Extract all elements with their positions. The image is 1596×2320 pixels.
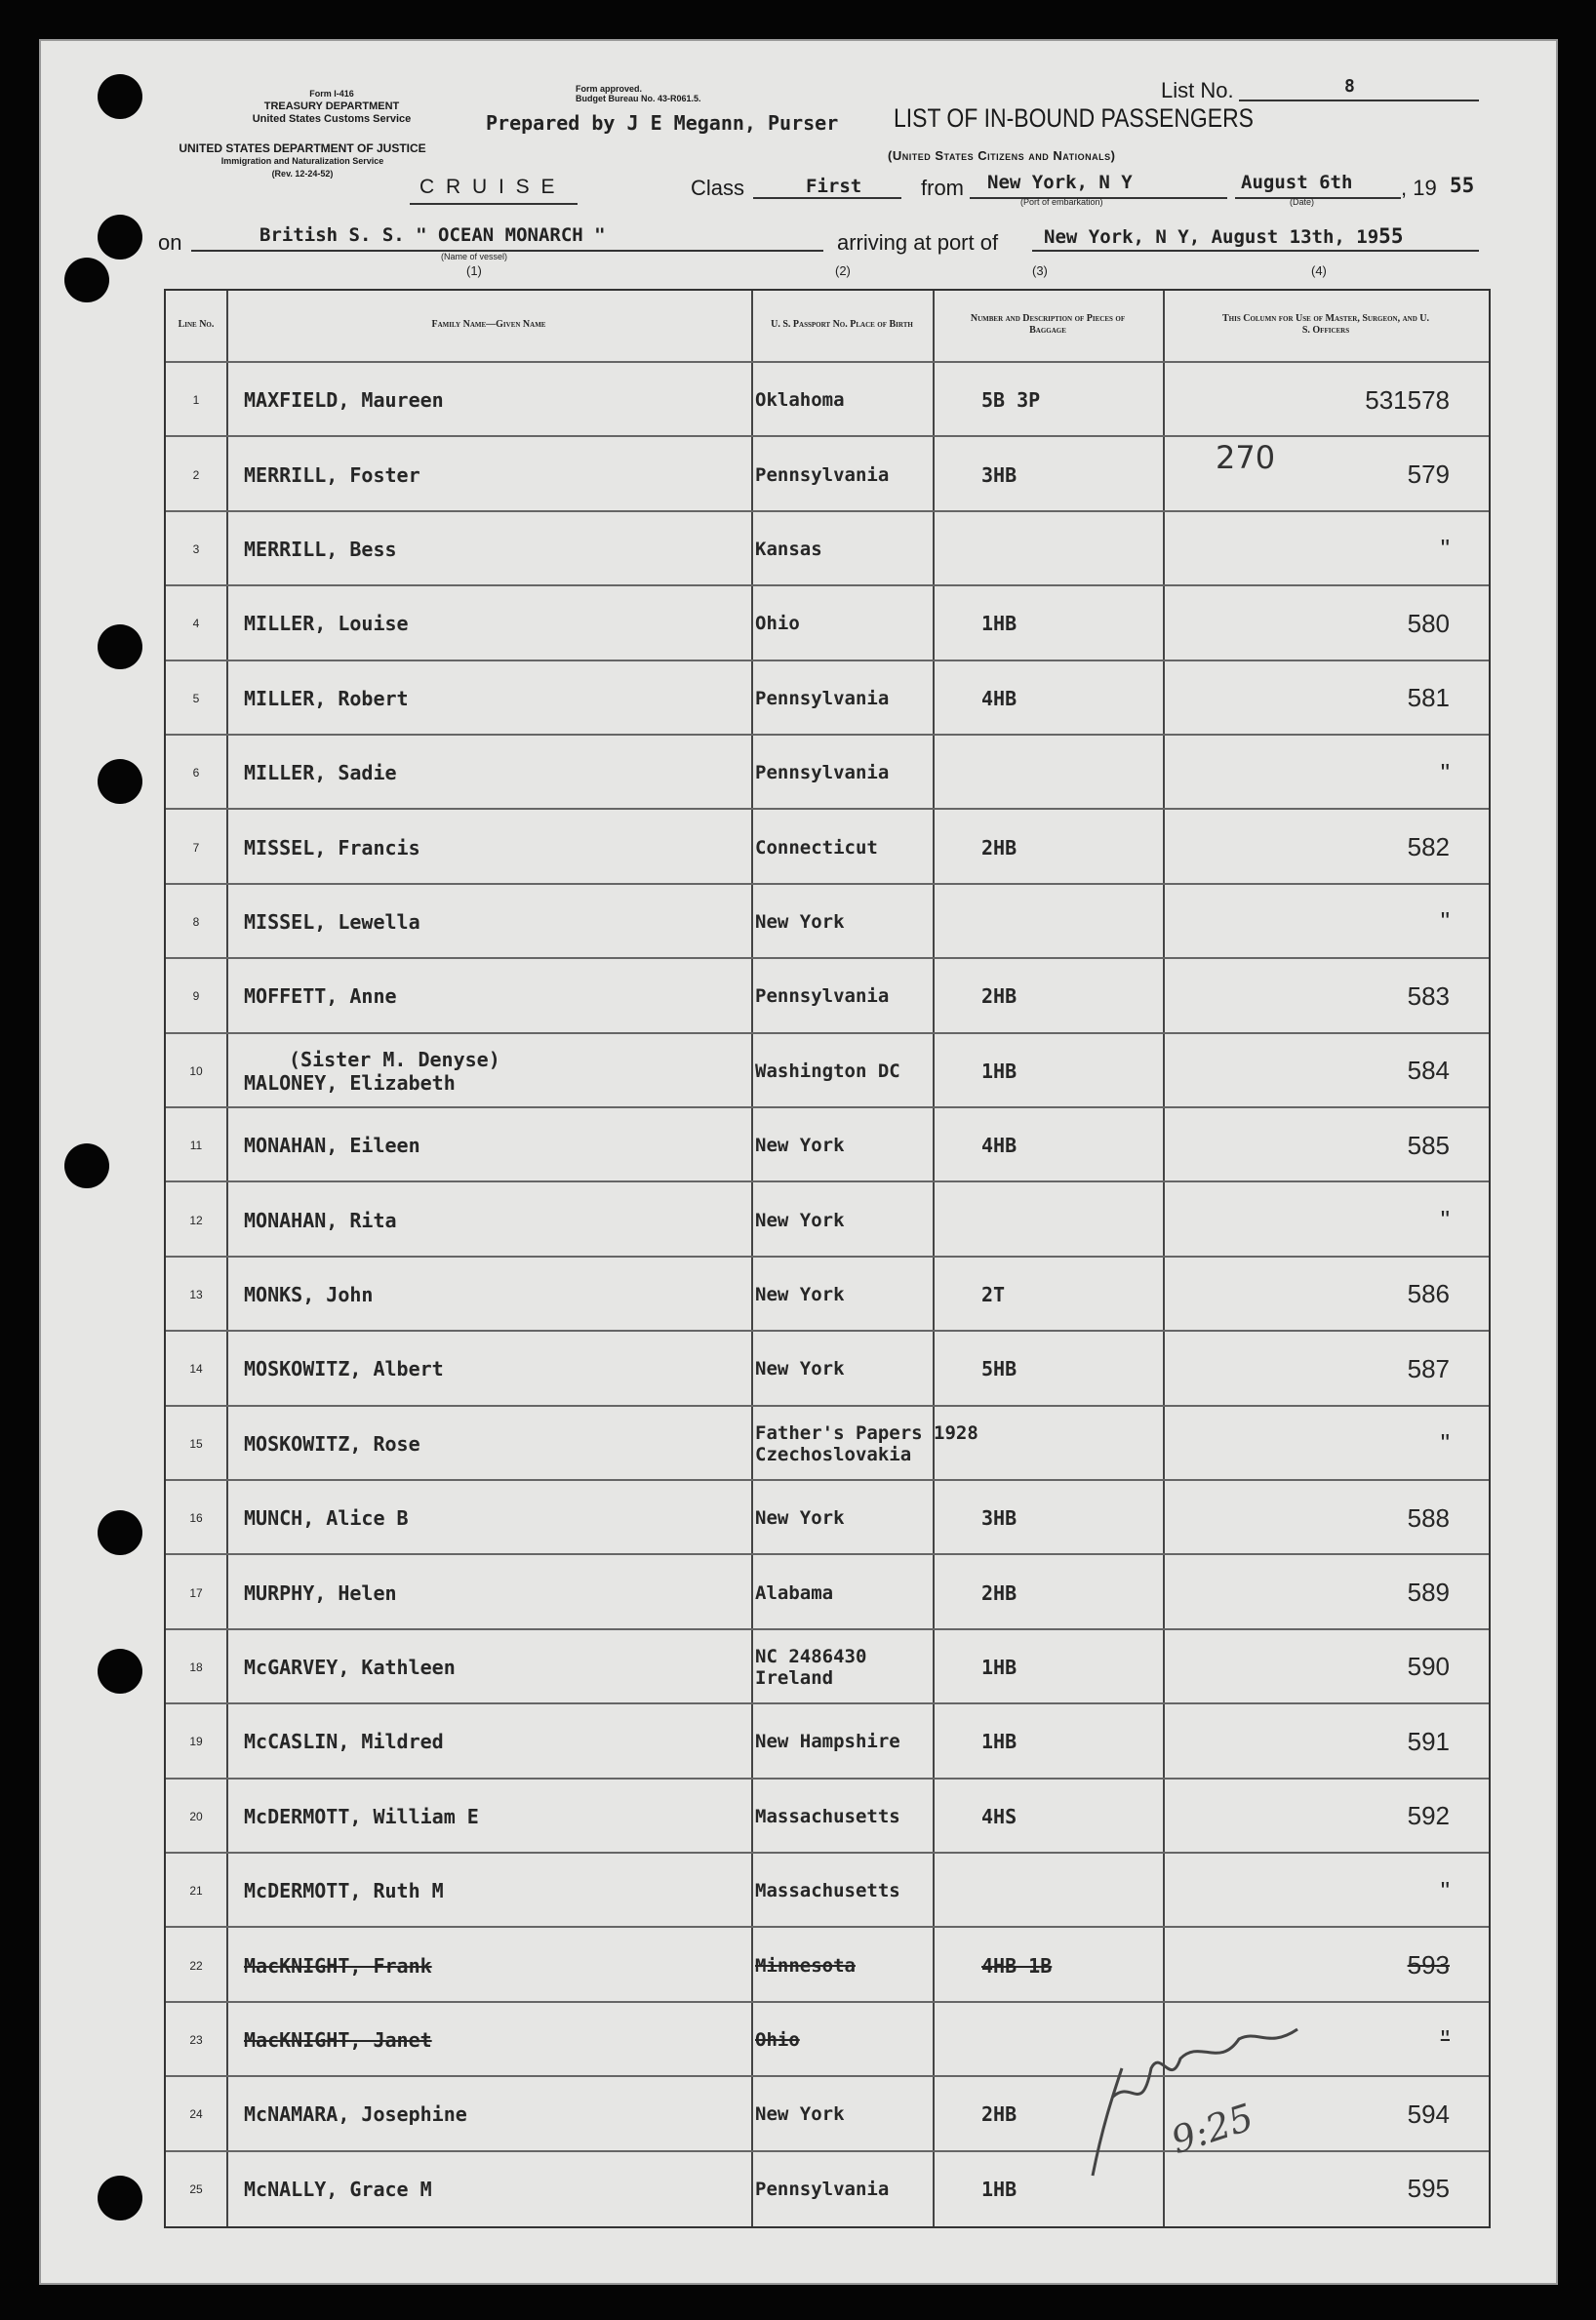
passenger-name [244, 661, 732, 736]
col-header-line-no: Line No. [178, 319, 215, 330]
place-text: NC 2486430 [755, 1645, 867, 1667]
name-text: MISSEL, Francis [244, 835, 420, 860]
baggage-count: 5HB [981, 1357, 1017, 1381]
place-text: Father's Papers 1928 [755, 1421, 978, 1444]
table-row [166, 1106, 1489, 1182]
list-no-label: List No. [1161, 78, 1234, 102]
officer-number: 595 [1407, 2174, 1450, 2204]
table-row [166, 1032, 1489, 1108]
name-text: McNALLY, Grace M [244, 2177, 432, 2201]
place-text: Alabama [755, 1581, 834, 1604]
line-number: 25 [189, 2181, 203, 2196]
officer-number: 593 [1407, 1950, 1450, 1980]
year-value: 55 [1450, 174, 1475, 197]
officer-number: " [1440, 2024, 1450, 2055]
place-of-birth [755, 885, 933, 959]
table-row [166, 1180, 1489, 1257]
baggage-count: 4HB [981, 686, 1017, 710]
name-text: MONKS, John [244, 1282, 374, 1306]
passenger-table [164, 289, 1491, 2228]
table-row [166, 1628, 1489, 1704]
passenger-name [244, 2003, 732, 2077]
baggage-count [981, 1182, 1157, 1257]
line-number: 8 [192, 914, 200, 929]
passenger-name [244, 512, 732, 586]
name-text: MILLER, Sadie [244, 761, 397, 785]
table-row [166, 1479, 1489, 1555]
officer-number: 583 [1407, 980, 1450, 1011]
place-text: Ohio [755, 613, 800, 635]
name-text: MILLER, Robert [244, 686, 409, 710]
place-text: Pennsylvania [755, 762, 890, 784]
place-text-2: Czechoslovakia [755, 1443, 912, 1465]
vessel-name: British S. S. " OCEAN MONARCH " [259, 224, 606, 246]
passenger-name [244, 1034, 732, 1108]
table-row [166, 1926, 1489, 2002]
baggage-count: 3HB [981, 462, 1017, 487]
table-row [166, 584, 1489, 660]
officer-number: 591 [1407, 1726, 1450, 1756]
officer-number: 588 [1407, 1502, 1450, 1533]
baggage-count: 1HB [981, 612, 1017, 636]
baggage-count: 1HB [981, 2177, 1017, 2201]
line-number: 17 [189, 1585, 203, 1600]
baggage-count [981, 1407, 1157, 1481]
doj-block: UNITED STATES DEPARTMENT OF JUSTICE Immigration and Naturalization Service (Rev. 12-24-52) [179, 141, 426, 179]
line-number: 2 [192, 467, 200, 482]
table-row [166, 1405, 1489, 1481]
place-of-birth [755, 1555, 933, 1629]
arrival-info: New York, N Y, August 13th, 1955 [1044, 224, 1404, 248]
passenger-name [244, 1258, 732, 1332]
binder-hole [98, 74, 142, 119]
officer-number: 586 [1407, 1279, 1450, 1309]
line-number: 5 [192, 691, 200, 705]
name-text: MOSKOWITZ, Albert [244, 1357, 444, 1381]
table-row [166, 1256, 1489, 1332]
name-text: MERRILL, Foster [244, 462, 420, 487]
officer-number: " [1440, 1875, 1450, 1905]
line-number: 16 [189, 1511, 203, 1526]
officer-number: 584 [1407, 1056, 1450, 1086]
place-text-2: Ireland [755, 1666, 834, 1689]
place-text: Pennsylvania [755, 985, 890, 1008]
date-value: August 6th [1241, 172, 1353, 193]
col-num-4: (4) [1311, 263, 1327, 278]
officer-number: 585 [1407, 1130, 1450, 1160]
place-text: New York [755, 910, 845, 933]
binder-hole [98, 215, 142, 260]
place-text: Pennsylvania [755, 2178, 890, 2200]
table-row [166, 660, 1489, 736]
officer-number: 581 [1407, 683, 1450, 713]
place-text: New Hampshire [755, 1731, 900, 1753]
table-row [166, 361, 1489, 437]
baggage-count: 4HB [981, 1134, 1017, 1158]
baggage-count: 4HB 1B [981, 1953, 1053, 1978]
from-label: from [921, 176, 964, 200]
handwritten-time: 9:25 [1166, 2095, 1259, 2163]
baggage-count: 5B 3P [981, 388, 1041, 413]
place-of-birth [755, 512, 933, 586]
class-label: Class [691, 176, 745, 200]
name-text: MALONEY, Elizabeth [244, 1070, 456, 1095]
vessel-note: (Name of vessel) [441, 252, 508, 261]
line-number: 12 [189, 1213, 203, 1227]
officer-number: 582 [1407, 832, 1450, 862]
officer-number: 580 [1407, 608, 1450, 638]
line-number: 20 [189, 1809, 203, 1823]
place-of-birth [755, 1258, 933, 1332]
officer-number: 592 [1407, 1801, 1450, 1831]
line-number: 1 [192, 393, 200, 408]
passenger-name [244, 2077, 732, 2151]
table-row [166, 1330, 1489, 1406]
officer-number: " [1440, 534, 1450, 564]
table-row [166, 510, 1489, 586]
place-text: New York [755, 1209, 845, 1231]
passenger-name [244, 1780, 732, 1854]
officer-number: 594 [1407, 2099, 1450, 2129]
baggage-count: 2HB [981, 2102, 1017, 2127]
line-number: 15 [189, 1436, 203, 1451]
passenger-name [244, 959, 732, 1033]
name-text: MAXFIELD, Maureen [244, 388, 444, 413]
officer-number: " [1440, 1428, 1450, 1459]
baggage-count: 4HS [981, 1804, 1017, 1828]
line-number: 19 [189, 1735, 203, 1749]
place-text: Pennsylvania [755, 463, 890, 486]
name-text: MacKNIGHT, Janet [244, 2027, 432, 2052]
binder-hole [98, 759, 142, 804]
baggage-count: 2HB [981, 1580, 1017, 1605]
table-row [166, 435, 1489, 511]
officer-number: 531578 [1365, 384, 1450, 415]
year-prefix: , 19 [1401, 176, 1437, 200]
place-text: Minnesota [755, 1954, 856, 1977]
list-no-value: 8 [1344, 76, 1355, 97]
name-text: McDERMOTT, Ruth M [244, 1879, 444, 1903]
passenger-name [244, 1928, 732, 2002]
place-of-birth [755, 1034, 933, 1108]
place-of-birth [755, 1630, 933, 1704]
place-of-birth [755, 2152, 933, 2226]
table-row [166, 1553, 1489, 1629]
place-of-birth [755, 363, 933, 437]
officer-number: " [1440, 757, 1450, 787]
class-value: First [806, 176, 862, 197]
officer-number: " [1440, 906, 1450, 937]
binder-hole [98, 1649, 142, 1694]
line-number: 4 [192, 617, 200, 631]
passenger-name [244, 1704, 732, 1779]
line-number: 24 [189, 2107, 203, 2122]
passenger-name [244, 885, 732, 959]
place-text: Massachusetts [755, 1880, 900, 1902]
col-num-3: (3) [1032, 263, 1048, 278]
binder-hole [64, 258, 109, 302]
passenger-name [244, 1555, 732, 1629]
line-number: 13 [189, 1287, 203, 1301]
baggage-count: 2HB [981, 984, 1017, 1009]
passenger-name [244, 363, 732, 437]
table-row [166, 883, 1489, 959]
officer-number: 579 [1407, 460, 1450, 490]
passenger-name [244, 1182, 732, 1257]
officer-number: " [1440, 1205, 1450, 1235]
baggage-count [981, 512, 1157, 586]
line-number: 7 [192, 840, 200, 855]
from-value: New York, N Y [987, 172, 1133, 193]
line-number: 6 [192, 766, 200, 780]
place-of-birth [755, 2077, 933, 2151]
handwritten-270: 270 [1216, 439, 1276, 476]
line-number: 14 [189, 1362, 203, 1377]
name-text: McDERMOTT, William E [244, 1804, 479, 1828]
name-text: McNAMARA, Josephine [244, 2102, 467, 2127]
officer-number: 587 [1407, 1353, 1450, 1383]
passenger-name [244, 1108, 732, 1182]
binder-hole [98, 1510, 142, 1555]
line-number: 22 [189, 1958, 203, 1973]
name-text: MONAHAN, Eileen [244, 1134, 420, 1158]
arriving-label: arriving at port of [837, 230, 999, 255]
name-note: (Sister M. Denyse) [289, 1047, 500, 1071]
binder-hole [98, 2176, 142, 2220]
table-row [166, 957, 1489, 1033]
baggage-count [981, 885, 1157, 959]
officer-number: 589 [1407, 1578, 1450, 1608]
name-text: MURPHY, Helen [244, 1580, 397, 1605]
name-text: MOSKOWITZ, Rose [244, 1431, 420, 1456]
place-text: Connecticut [755, 836, 878, 859]
name-text: MONAHAN, Rita [244, 1208, 397, 1232]
col-header-name: Family Name—Given Name [431, 319, 546, 330]
on-label: on [158, 230, 182, 255]
line-number: 9 [192, 989, 200, 1004]
name-text: MERRILL, Bess [244, 537, 397, 561]
place-text: New York [755, 1507, 845, 1530]
passenger-name [244, 2152, 732, 2226]
place-of-birth [755, 1108, 933, 1182]
place-of-birth [755, 1332, 933, 1406]
baggage-count: 1HB [981, 1655, 1017, 1679]
place-of-birth [755, 810, 933, 884]
table-row [166, 1702, 1489, 1779]
col-num-2: (2) [835, 263, 851, 278]
handwritten-signature [1073, 2010, 1327, 2205]
passenger-name [244, 586, 732, 660]
officer-number: 590 [1407, 1652, 1450, 1682]
passenger-name [244, 1481, 732, 1555]
place-text: New York [755, 1358, 845, 1380]
table-row [166, 734, 1489, 810]
passenger-name [244, 1854, 732, 1928]
place-text: New York [755, 2103, 845, 2126]
place-text: New York [755, 1135, 845, 1157]
place-of-birth [755, 2003, 933, 2077]
place-of-birth [755, 1182, 933, 1257]
place-text: Pennsylvania [755, 687, 890, 709]
binder-hole [64, 1143, 109, 1188]
col-num-1: (1) [466, 263, 482, 278]
place-of-birth [755, 661, 933, 736]
baggage-count: 3HB [981, 1506, 1017, 1531]
place-of-birth [755, 1481, 933, 1555]
name-text: McGARVEY, Kathleen [244, 1655, 456, 1679]
date-note: (Date) [1290, 197, 1315, 207]
form-approved: Form approved. Budget Bureau No. 43-R061.5. [576, 84, 701, 103]
name-text: MISSEL, Lewella [244, 909, 420, 934]
table-row [166, 808, 1489, 884]
passenger-name [244, 1332, 732, 1406]
col-header-officers: This Column for Use of Master, Surgeon, and U. S. Officers [1221, 313, 1430, 336]
place-of-birth [755, 736, 933, 810]
place-text: Massachusetts [755, 1805, 900, 1827]
line-number: 11 [189, 1139, 203, 1153]
place-of-birth [755, 1928, 933, 2002]
prepared-by: Prepared by J E Megann, Purser [486, 111, 839, 135]
name-text: McCASLIN, Mildred [244, 1730, 444, 1754]
name-text: MUNCH, Alice B [244, 1506, 409, 1531]
list-title: LIST OF IN-BOUND PASSENGERS [894, 103, 1254, 133]
list-subtitle: (United States Citizens and Nationals) [888, 148, 1116, 163]
line-number: 18 [189, 1660, 203, 1674]
name-text: MacKNIGHT, Frank [244, 1953, 432, 1978]
place-of-birth [755, 1780, 933, 1854]
passenger-name [244, 810, 732, 884]
line-number: 23 [189, 2032, 203, 2047]
passenger-name [244, 437, 732, 511]
place-of-birth [755, 1704, 933, 1779]
col-header-passport: U. S. Passport No. Place of Birth [771, 319, 913, 330]
name-text: MOFFETT, Anne [244, 984, 397, 1009]
baggage-count [981, 1854, 1157, 1928]
name-text: MILLER, Louise [244, 612, 409, 636]
line-number: 3 [192, 541, 200, 556]
baggage-count [981, 736, 1157, 810]
passenger-name [244, 1407, 732, 1481]
baggage-count: 2T [981, 1282, 1006, 1306]
place-text: New York [755, 1283, 845, 1305]
table-row [166, 1852, 1489, 1928]
passenger-name [244, 736, 732, 810]
baggage-count: 1HB [981, 1730, 1017, 1754]
place-of-birth [755, 1407, 978, 1481]
col-header-baggage: Number and Description of Pieces of Baggage [970, 313, 1126, 336]
table-row [166, 1778, 1489, 1854]
passenger-name [244, 1630, 732, 1704]
form-block: Form I-416 TREASURY DEPARTMENT United States Customs Service [252, 89, 412, 125]
baggage-count: 1HB [981, 1059, 1017, 1083]
cruise-label: C R U I S E [419, 176, 558, 198]
place-text: Ohio [755, 2028, 800, 2051]
place-of-birth [755, 1854, 933, 1928]
binder-hole [98, 624, 142, 669]
port-note: (Port of embarkation) [1020, 197, 1103, 207]
place-of-birth [755, 586, 933, 660]
baggage-count: 2HB [981, 835, 1017, 860]
place-text: Kansas [755, 538, 822, 560]
line-number: 21 [189, 1884, 203, 1899]
line-number: 10 [189, 1063, 203, 1078]
place-of-birth [755, 437, 933, 511]
place-of-birth [755, 959, 933, 1033]
place-text: Washington DC [755, 1060, 900, 1082]
place-text: Oklahoma [755, 389, 845, 412]
